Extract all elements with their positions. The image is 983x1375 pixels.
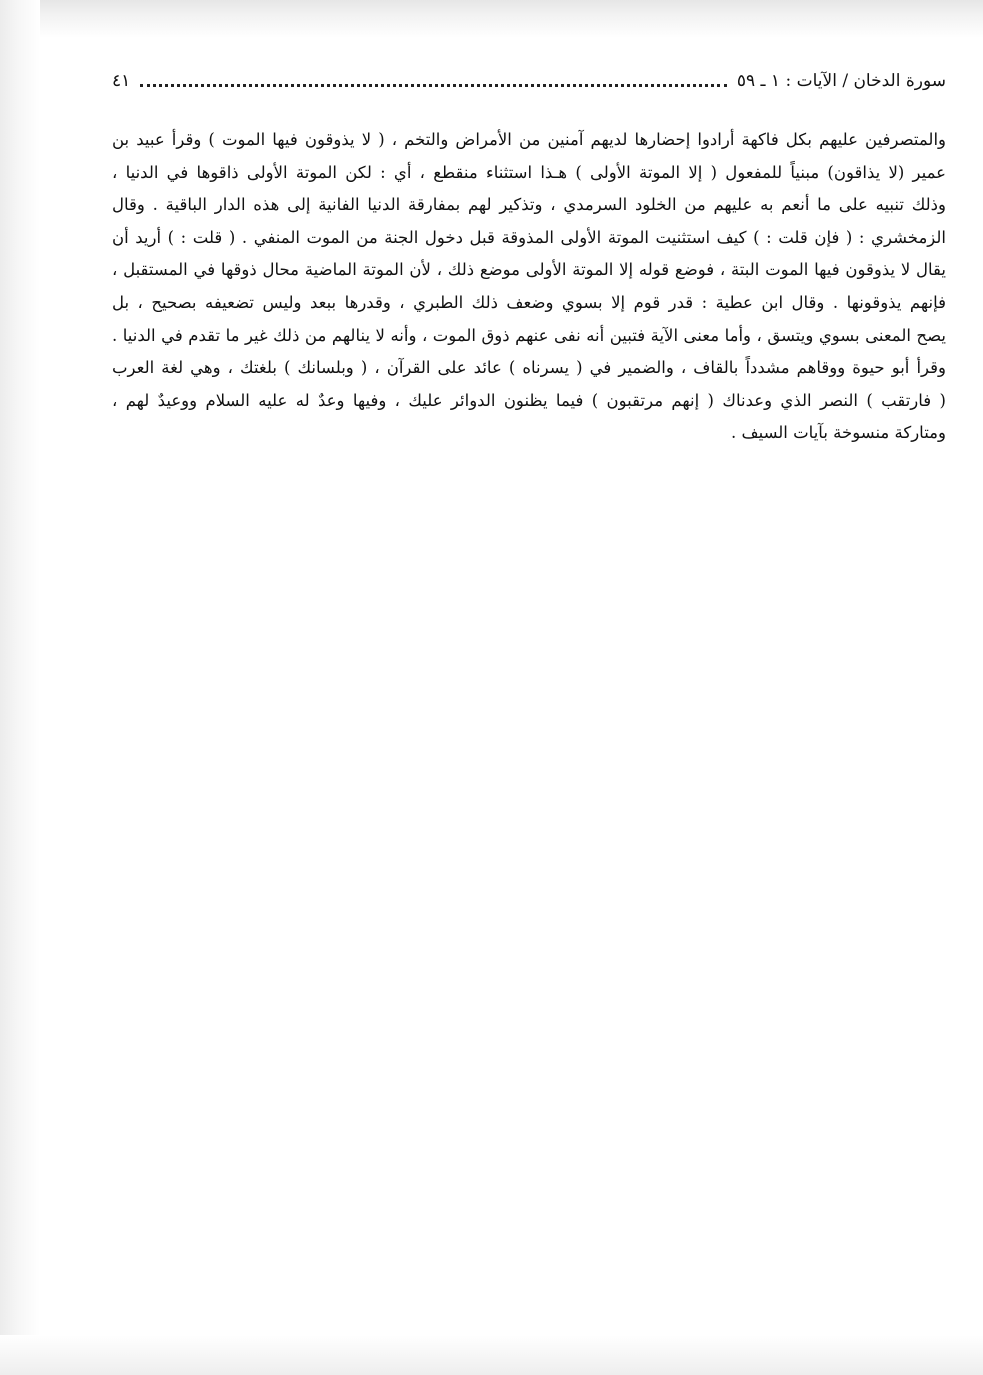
text-line: يقال لا يذوقون فيها الموت البتة ، فوضع قوله إلا الموتة الأولى موضع ذلك ، لأن الموتة الماضية محال ذوقها في المستقبل ، [112, 260, 946, 280]
text-line: وقرأ أبو حيوة ووقاهم مشدداً بالقاف ، والضمير في ( يسرناه ) عائد على القرآن ، ( وبلسانك ) بلغتك ، وهي لغة العرب [112, 358, 946, 378]
text-line: فإنهم يذوقونها . وقال ابن عطية : قدر قوم إلا بسوي وضعف ذلك الطبري ، وقدرها ببعد وليس تضعيفه بصحيح ، بل [112, 292, 946, 312]
scan-shadow-left [0, 0, 40, 1375]
scan-shadow-top [0, 0, 983, 38]
text-line: يصح المعنى بسوي ويتسق ، وأما معنى الآية فتبين أنه نفى عنهم ذوق الموت ، وأنه لا ينالهم من ذلك غير ما تقدم في الدنيا . [112, 325, 946, 345]
text-line: والمتصرفين عليهم بكل فاكهة أرادوا إحضارها لديهم آمنين من الأمراض والتخم ، ( لا يذوقون فيها الموت ) وقرأ عبيد بن [112, 130, 946, 149]
running-title: سورة الدخان / الآيات : ١ ـ ٥٩ [736, 71, 946, 91]
scan-shadow-bottom [0, 1335, 983, 1375]
page-header [112, 66, 946, 96]
text-line: ومتاركة منسوخة بآيات السيف . [731, 423, 946, 443]
body-text [112, 124, 946, 450]
text-line: الزمخشري : ( فإن قلت : ) كيف استثنيت الموتة الأولى المذوقة قبل دخول الجنة من الموت المنفي . ( قلت : ) أريد أن [112, 227, 946, 247]
text-line: عمير (لا يذاقون) مبنياً للمفعول ( إلا الموتة الأولى ) هـذا استثناء منقطع ، أي : لكن الموتة الأولى ذاقوها في الدنيا ، [112, 162, 946, 182]
text-line: وذلك تنبيه على ما أنعم به عليهم من الخلود السرمدي ، وتذكير لهم بمفارقة الدنيا الفانية إلى هذه الدار الباقية . وقال [112, 195, 946, 215]
dotted-leader [140, 84, 727, 87]
text-line: ( فارتقب ) النصر الذي وعدناك ( إنهم مرتقبون ) فيما يظنون الدوائر عليك ، وفيها وعدٌ له عليه السلام ووعيدٌ لهم ، [112, 390, 946, 410]
page-number: ٤١ [112, 71, 131, 91]
